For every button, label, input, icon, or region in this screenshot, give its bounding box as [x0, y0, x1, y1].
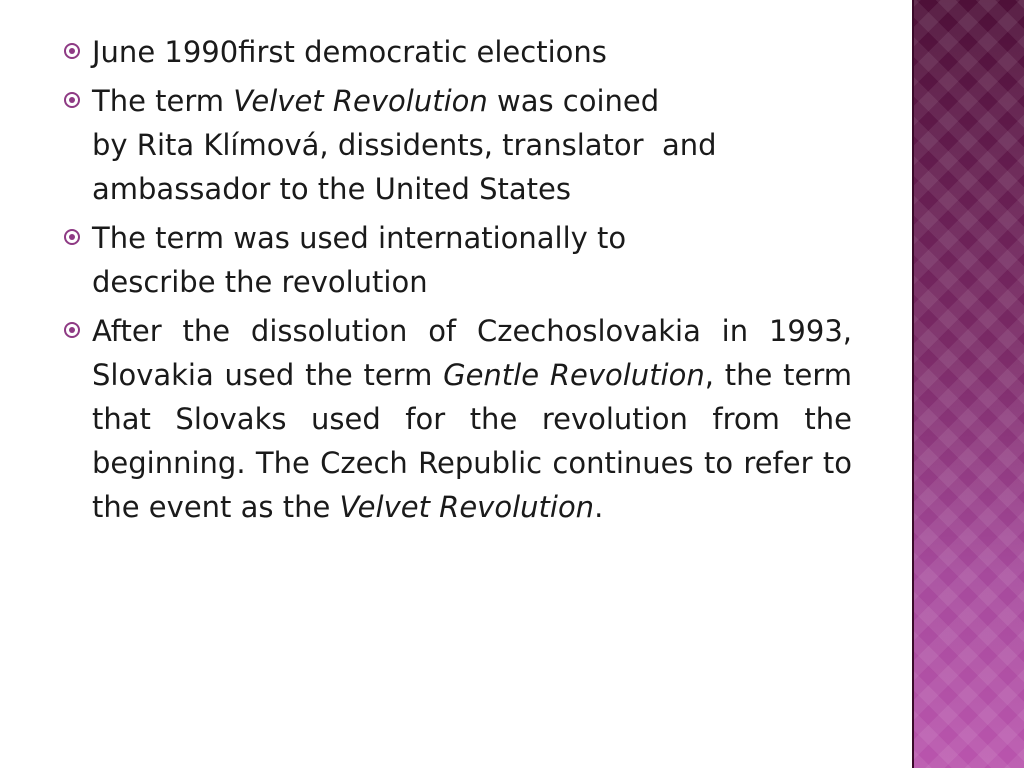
bullet-text-pre: After the dissolution of Czechoslovakia in 1993, Slovakia used the term	[92, 314, 852, 392]
bullet-text-line2: describe the revolution	[92, 265, 428, 299]
bullet-item-international	[60, 216, 852, 304]
bullet-text-pre: The term	[92, 84, 234, 118]
circle-dot-icon	[64, 229, 80, 245]
bullet-item-term-coined	[60, 79, 852, 211]
circle-dot-icon	[64, 92, 80, 108]
bullet-text-italic-velvet: Velvet Revolution	[339, 490, 595, 524]
bullet-item-dissolution	[60, 309, 852, 529]
bullet-text-line2: by Rita Klímová, dissidents, translator and	[92, 128, 717, 162]
bullet-text-italic: Velvet Revolution	[233, 84, 488, 118]
bullet-text-post: .	[594, 490, 604, 524]
bullet-item-elections	[60, 30, 852, 74]
bullet-text-line3: ambassador to the United States	[92, 172, 571, 206]
circle-dot-icon	[64, 322, 80, 338]
bullet-text-line1: The term was used internationally to	[92, 221, 627, 255]
bullet-text-italic-gentle: Gentle Revolution	[443, 358, 705, 392]
side-band-edge	[912, 0, 914, 768]
circle-dot-icon	[64, 43, 80, 59]
bullet-text: June 1990first democratic elections	[92, 35, 607, 69]
bullet-text-mid: , the term that Slovaks used for the revolution from the beginning. The Czech Republic continues to refer to the event as the	[92, 358, 853, 524]
slide-content	[60, 30, 852, 534]
decorative-side-band	[912, 0, 1024, 768]
bullet-text-post: was coined	[487, 84, 660, 118]
